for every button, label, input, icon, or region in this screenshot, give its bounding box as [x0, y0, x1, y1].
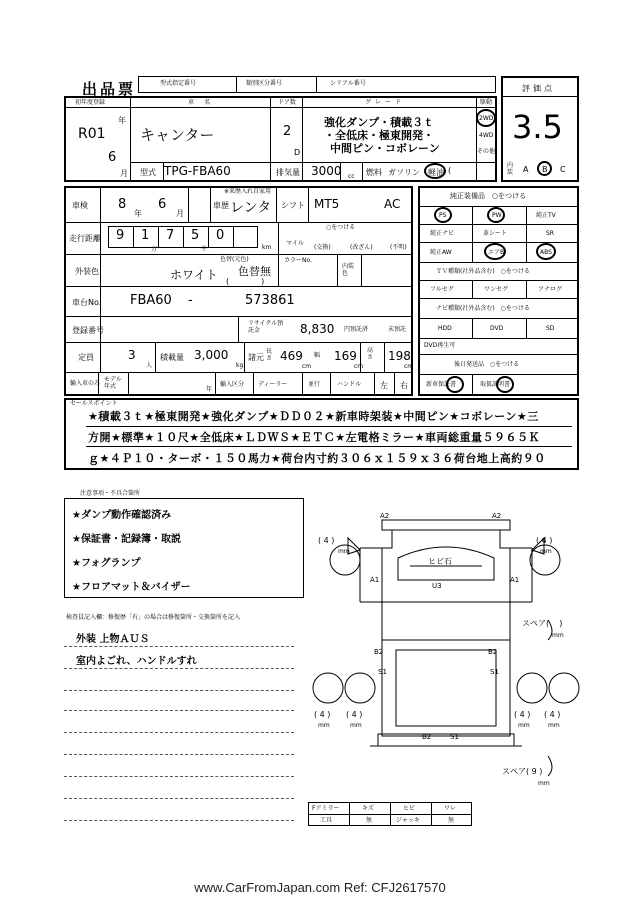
width-value: 169 [334, 349, 357, 363]
equip-ps-circle [434, 207, 452, 223]
mark-s1-bottom: S1 [450, 733, 459, 741]
mark-a1-right: A1 [510, 576, 520, 584]
tread-rl-outer-unit: mm [318, 722, 330, 729]
mark-a2-top: A2 [380, 512, 390, 520]
model-value: TPG-FBA60 [164, 164, 231, 178]
tv-type-title: ＴＶ種類(社外品含む) ○をつける [436, 268, 530, 275]
length-value: 469 [280, 349, 303, 363]
docs-manual: 取扱説明書 [480, 381, 511, 388]
equip-abs: ABS [540, 249, 552, 256]
handle-label: ハンドル [337, 381, 362, 388]
defect-header-2: キズ [362, 805, 374, 812]
km-unit: km [262, 244, 272, 251]
tread-fr-unit: mm [540, 548, 552, 555]
mileage-digit-4: 5 [191, 228, 200, 243]
import-label: 輸入車のみ [70, 380, 101, 387]
capacity-unit: 人 [146, 362, 153, 369]
equip-aw: 純正AW [430, 249, 452, 256]
mark-b2-bottom: B2 [422, 733, 432, 741]
tread-rl-outer: ( 4 ) [314, 710, 331, 719]
mark-s1-right: S1 [490, 668, 499, 676]
int-color-label: 内装色 [342, 263, 355, 277]
frame-number: 573861 [245, 293, 295, 308]
doors-label: ドア数 [278, 99, 296, 106]
sheet-title: 出品票 [82, 80, 137, 98]
defect-header-1: Fアミラー [312, 805, 340, 812]
mileage-digit-5: 0 [216, 228, 225, 243]
first-reg-month: 6 [108, 150, 117, 165]
navi-dvd-play: DVD再生可 [424, 342, 456, 349]
mileage-digit-2: 1 [141, 228, 150, 243]
defect-cell-2: 無 [366, 817, 373, 824]
model-year-label: モデル年式 [104, 376, 122, 390]
grade-line1: 強化ダンプ・積載３ｔ [324, 116, 435, 129]
color-paren: ( ) [226, 277, 265, 286]
tread-rr-outer-unit: mm [548, 722, 560, 729]
frame-prefix: FBA60 [130, 293, 172, 308]
spare-lower-unit: mm [538, 780, 550, 787]
notes-title: 注意事項・不具合箇所 [80, 490, 141, 497]
color-change: 色替無 [238, 265, 271, 278]
footer-watermark: www.CarFromJapan.com Ref: CFJ2617570 [194, 880, 446, 895]
shaken-year-unit: 年 [134, 209, 142, 218]
mileage-digit-1: 9 [116, 228, 125, 243]
fuel-diesel-circle [424, 163, 446, 179]
color-code-label: カラーNo. [284, 257, 312, 264]
score-value: 3.5 [512, 108, 563, 146]
length-label: 長さ [266, 348, 273, 362]
inspector-line-1: 外装 上物ＡＵＳ [76, 634, 150, 645]
capacity-label: 定員 [78, 353, 94, 362]
ext-color-value: ホワイト [170, 268, 218, 282]
tread-rr-inner: ( 4 ) [514, 710, 531, 719]
grade-line3: 中間ピン・コボレーン [330, 142, 440, 155]
parallel-option: 並行 [308, 381, 321, 388]
defect-cell-3: ジャッキ [396, 817, 420, 824]
spare-upper-unit: mm [552, 632, 564, 639]
fuel-diesel: 軽油 [428, 168, 444, 177]
frame-dash: - [188, 293, 193, 308]
equip-leather: 革シート [483, 230, 508, 237]
equip-abs-circle [536, 243, 556, 260]
height-label: 高さ [367, 347, 374, 361]
ac-value: AC [384, 197, 401, 211]
serial-no-label: シリアル番号 [330, 80, 366, 87]
docs-title: 後日発送品 ○をつける [454, 361, 520, 368]
meter-label: マイル [286, 240, 304, 247]
fuel-label: 燃料 [366, 168, 382, 177]
meter-tamper: (改ざん) [350, 244, 373, 251]
note-2: ★保証書・記録簿・取説 [72, 534, 181, 545]
height-value: 198 [388, 349, 411, 363]
tread-rr-inner-unit: mm [518, 722, 530, 729]
displacement-value: 3000 [311, 164, 342, 178]
mark-a1-left: A1 [370, 576, 380, 584]
mileage-man: 万 [151, 246, 158, 253]
drive-label: 駆動 [480, 99, 493, 106]
history-label: 車歴 [213, 201, 229, 210]
mark-b2-left: B2 [374, 648, 384, 656]
recycle-label: リサイクル預託金 [248, 320, 284, 334]
drive-other: その他 [477, 148, 496, 155]
tv-fullseg: フルセグ [430, 286, 454, 293]
doors-value: 2 [283, 124, 292, 139]
mark-u3: U3 [432, 582, 442, 590]
score-label: 評価点 [522, 84, 555, 93]
navi-type-title: ナビ種類(社外品含む) ○をつける [436, 305, 530, 312]
defect-cell-1: 工具 [320, 817, 333, 824]
year-unit: 年 [118, 116, 126, 125]
history-value: レンタ [230, 200, 272, 216]
mileage-label: 走行距離 [69, 234, 101, 243]
docs-warranty: 新車保証書 [426, 381, 457, 388]
cm-unit-2: cm [354, 363, 364, 370]
equip-pw-circle [487, 207, 505, 223]
dealer-option: ディーラー [258, 381, 288, 388]
model-spec-no-label: 型式指定番号 [160, 80, 197, 87]
note-1: ★ダンプ動作確認済み [72, 510, 172, 521]
load-unit: kg [236, 362, 244, 369]
history-note: ※来歴入れ自家用 [224, 188, 272, 195]
first-reg-era: R01 [78, 126, 106, 142]
docs-manual-circle [496, 376, 514, 393]
equip-tv: 純正TV [536, 212, 556, 219]
month-unit: 月 [120, 169, 128, 178]
equip-airbag: エアB [488, 249, 505, 256]
load-label: 積載量 [160, 353, 184, 362]
tread-fl: ( 4 ) [318, 536, 335, 545]
mark-s1-left: S1 [378, 668, 387, 676]
shaken-month-unit: 月 [176, 209, 184, 218]
ext-color-label: 外装色 [75, 267, 99, 276]
first-reg-label: 初年度登録 [75, 99, 106, 106]
drive-4wd: 4WD [479, 132, 494, 139]
frame-label: 車台No. [72, 298, 102, 307]
defect-header-3: ヒビ [403, 805, 416, 812]
car-name-label: 車名 [188, 99, 221, 106]
color-no-label: 色替(元色) [220, 256, 249, 263]
meter-change: (交換) [314, 244, 331, 251]
inspector-title: 検査員記入欄：修復歴「有」の場合は修復箇所・交換箇所を記入 [66, 614, 241, 621]
cm-unit-1: cm [302, 363, 312, 370]
drive-2wd: 2WD [479, 115, 494, 122]
mileage-digit-3: 7 [166, 228, 175, 243]
mark-b2-right: B2 [488, 648, 498, 656]
mileage-sen: 千 [201, 246, 208, 253]
equip-airbag-circle [484, 243, 506, 260]
import-by-label: 輸入区分 [220, 381, 245, 388]
tv-oneseg: ワンセグ [484, 286, 509, 293]
dim-label: 諸元 [248, 353, 264, 362]
inspector-line-2: 室内よごれ、ハンドルすれ [76, 656, 197, 667]
equip-ps: PS [439, 212, 447, 219]
interior-a: A [523, 165, 529, 174]
shaken-year: 8 [118, 197, 127, 212]
tread-rl-inner: ( 4 ) [346, 710, 363, 719]
recycle-unpaid: 未預託 [388, 326, 407, 333]
shift-label: シフト [281, 201, 305, 210]
handle-right: 右 [400, 381, 408, 390]
interior-b: B [542, 165, 548, 174]
note-3: ★フォグランプ [72, 558, 141, 569]
grade-label: グレード [365, 99, 406, 106]
recycle-paid: 円預託済 [344, 326, 369, 333]
equip-title: 純正装備品 ○をつける [450, 192, 527, 200]
spare-upper: スペア( ) [522, 619, 563, 628]
model-year-unit: 年 [206, 386, 213, 393]
shift-value: MT5 [314, 197, 340, 211]
car-name: キャンター [140, 126, 215, 144]
displacement-label: 排気量 [276, 168, 300, 177]
grade-line2: ・全低床・極東開発・ [324, 129, 434, 142]
equip-sr: SR [546, 230, 554, 237]
defect-cell-4: 無 [448, 817, 455, 824]
defect-header-4: ワレ [444, 805, 457, 812]
interior-c: C [560, 165, 566, 174]
capacity-value: 3 [128, 348, 136, 362]
tread-fl-unit: mm [338, 548, 350, 555]
reg-no-label: 登録番号 [72, 326, 104, 335]
interior-b-circle [537, 161, 552, 176]
navi-dvd: DVD [490, 325, 504, 332]
tv-analog: アナログ [538, 286, 563, 293]
sales-point-line-1: ★積載３ｔ★極東開発★強化ダンプ★ＤＤ０２★新車時架装★中間ピン★コボレーン★三 [88, 410, 539, 423]
model-label: 型式 [140, 168, 156, 177]
recycle-amount: 8,830 [300, 322, 335, 336]
circle-note: ○をつける [326, 224, 356, 231]
cm-unit-3: cm [404, 363, 414, 370]
note-4: ★フロアマット＆バイザー [72, 582, 191, 593]
fuel-gasoline: ガソリン [388, 168, 420, 177]
load-value: 3,000 [194, 348, 229, 362]
sales-point-line-2: 方開★標準★１０尺★全低床★ＬＤＷＳ★ＥＴＣ★左電格ミラー★車両総重量５９６５Ｋ [88, 431, 541, 444]
meter-unknown: (不明) [390, 244, 407, 251]
mark-hibi: ヒビ石 [428, 557, 452, 566]
tread-rr-outer: ( 4 ) [544, 710, 561, 719]
mark-a2-right: A2 [492, 512, 502, 520]
doors-unit: D [294, 148, 301, 157]
sales-points-title: セールスポイント [70, 400, 118, 407]
category-no-label: 類別区分番号 [246, 80, 283, 87]
tread-rl-inner-unit: mm [350, 722, 362, 729]
equip-navi: 純正ナビ [430, 230, 455, 237]
width-label: 幅 [314, 352, 321, 359]
sales-point-line-3: ｇ★４Ｐ１０・ターボ・１５０馬力★荷台内寸約３０６ｘ１５９ｘ３６荷台地上高約９０ [88, 452, 546, 465]
shaken-month: 6 [158, 197, 167, 212]
cc-unit: cc [348, 173, 355, 180]
handle-left: 左 [380, 381, 388, 390]
docs-warranty-circle [446, 376, 464, 393]
drive-2wd-circle [476, 109, 496, 127]
navi-hdd: HDD [438, 325, 452, 332]
interior-label: 内装 [507, 162, 514, 176]
tread-fr: ( 4 ) [536, 536, 553, 545]
navi-sd: SD [546, 325, 555, 332]
spare-lower: スペア( 9 ) [502, 767, 543, 776]
shaken-label: 車検 [72, 201, 88, 210]
equip-pw: PW [492, 212, 502, 219]
